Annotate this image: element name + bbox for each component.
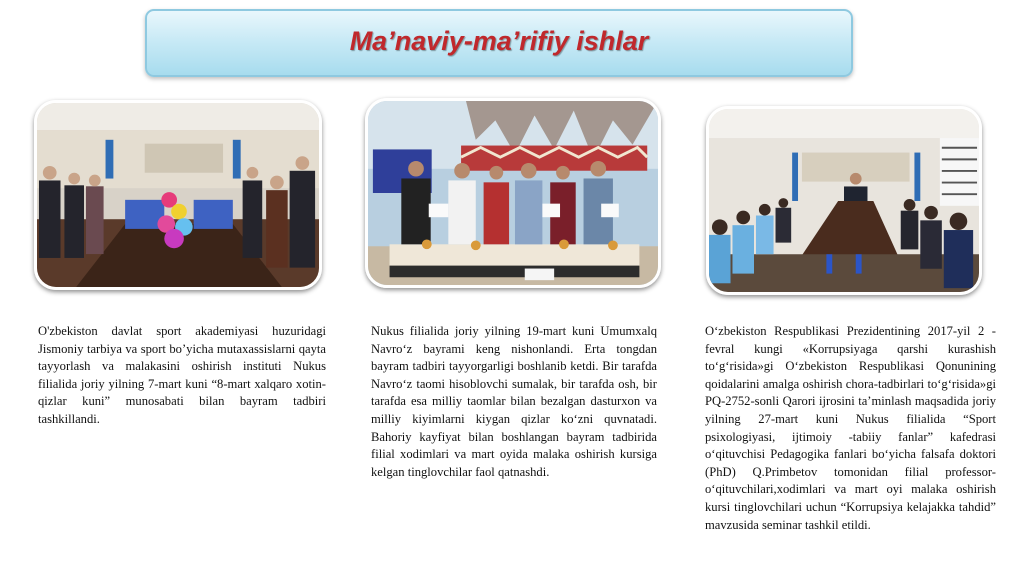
caption-womens-day: O'zbekiston davlat sport akademiyasi huzuridagi Jismoniy tarbiya va sport bo’yicha mutaxassislarni qayta tayyorlash va malakasini oshirish instituti Nukus filialida joriy yilning 7-mart kuni “8-mart xalqaro xotin-qizlar kuni” munosabati bilan bayram tadbiri tashkillandi. <box>38 324 326 426</box>
event-photo-women-day-icon <box>37 103 319 287</box>
slide-title: Ma’naviy-ma’rifiy ishlar <box>349 25 649 56</box>
photo-womens-day-event <box>34 100 322 290</box>
caption-seminar: O‘zbekiston Respublikasi Prezidentining 2017-yil 2 -fevral kungi «Korrupsiyaga qarshi kurashish to‘g‘risida»gi O‘zbekiston Respublikasi Qonunining qoidalarini amalga oshirish chora-tadbirlari to‘g‘risida»gi PQ-2752-sonli Qarori ijrosini ta’minlash maqsadida joriy yilning 27-mart kuni Nukus filialida “Sport psixologiyasi, ijtimoiy -tabiiy fanlar” kafedrasi o‘qituvchisi Pedagogika fanlari bo‘yicha falsafa doktori (PhD) Q.Primbetov tomonidan filial professor-o‘qituvchilari,xodimlari va mart oyi malaka oshirish kursi tinglovchilari uchun “Korrupsiya kelajakka tahdid” mavzusida seminar tashkil etildi. <box>705 324 996 532</box>
title-banner <box>145 9 853 77</box>
event-photo-navruz-tables-icon <box>368 101 658 285</box>
photo-navruz-event <box>365 98 661 288</box>
event-photo-seminar-hall-icon <box>709 109 979 292</box>
photo-anticorruption-seminar <box>706 106 982 295</box>
caption-navruz: Nukus filialida joriy yilning 19-mart kuni Umumxalq Navro‘z bayrami keng nishonlandi. Erta tongdan bayram tadbiri tayyorgarligi boshlanib ketdi. Bir tarafda Navro‘z taomi hisoblovchi sumalak, bir tarafda osh, bir tarafda esa milliy taomlar bilan bezalgan dasturxon va milliy kiyimlarni kiygan qizlar ko‘zni quvnatadi. Bahoriy kayfiyat bilan boshlangan bayram tadbirida filial xodimlari va mart oyida malaka oshirish kursiga kelgan tinglovchilar faol qatnashdi. <box>371 324 657 479</box>
